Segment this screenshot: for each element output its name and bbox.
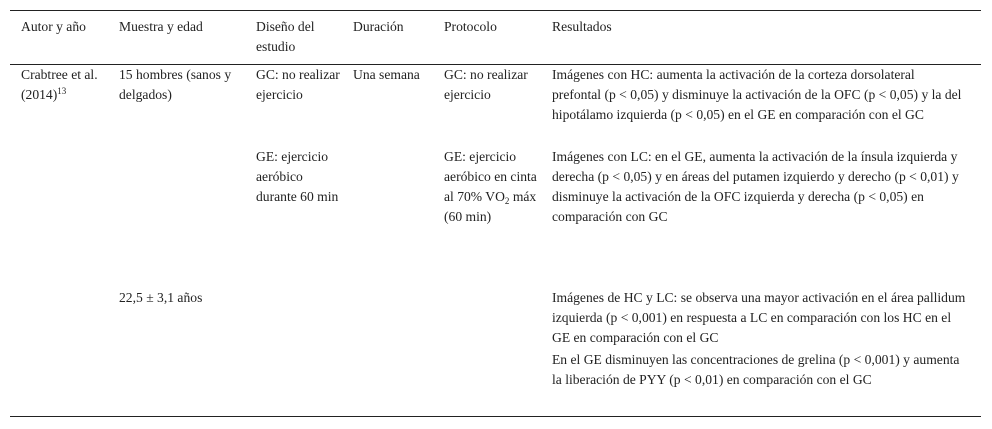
header-author: Autor y año: [21, 19, 86, 34]
header-results: Resultados: [552, 19, 612, 34]
cell-sample: 15 hombres (sanos y delgados): [119, 67, 232, 102]
cell-author: [21, 65, 103, 105]
header-design: Diseño del estudio: [256, 19, 315, 54]
result-paragraph: Imágenes de HC y LC: se observa una mayor activación en el área pallidum izquierda (p < 0,001) en respuesta a LC en comparación con los HC en el GE en comparación con el GC: [552, 290, 966, 345]
header-duration: Duración: [353, 19, 404, 34]
result-paragraph: Imágenes con HC: aumenta la activación de la corteza dorsolateral prefontal (p < 0,05) y disminuye la activación de la OFC (p < 0,05) y la del hipotálamo izquierda (p < 0,05) en el GE en comparación con el GC: [552, 67, 962, 122]
table-bottom-rule: [10, 416, 981, 417]
author-reference: 13: [57, 86, 67, 96]
header-sample: Muestra y edad: [119, 19, 203, 34]
result-paragraph: Imágenes con LC: en el GE, aumenta la activación de la ínsula izquierda y derecha (p < 0,05) y en áreas del putamen izquierdo y derecho (p < 0,01) y disminuye la activación de la OFC izquierda y derecha (p < 0,05) en comparación con GC: [552, 149, 959, 224]
cell-protocol-gc: GC: no realizar ejercicio: [444, 67, 528, 102]
protocol-ge-text: GE: ejercicio aeróbico en cinta al 70% VO: [444, 149, 537, 204]
header-protocol: Protocolo: [444, 19, 497, 34]
table-top-rule: [10, 10, 981, 11]
protocol-ge-subscript: 2: [504, 196, 510, 206]
cell-age: 22,5 ± 3,1 años: [119, 290, 203, 305]
cell-protocol-ge: [444, 147, 544, 227]
protocol-ge-tail: máx (60 min): [444, 189, 537, 224]
author-text: Crabtree et al. (2014): [21, 67, 98, 102]
cell-design-ge: GE: ejercicio aeróbico durante 60 min: [256, 149, 339, 204]
cell-design-gc: GC: no realizar ejercicio: [256, 67, 340, 102]
cell-duration: Una semana: [353, 67, 420, 82]
result-paragraph: En el GE disminuyen las concentraciones de grelina (p < 0,001) y aumenta la liberación de PYY (p < 0,01) en comparación con el GC: [552, 352, 960, 387]
